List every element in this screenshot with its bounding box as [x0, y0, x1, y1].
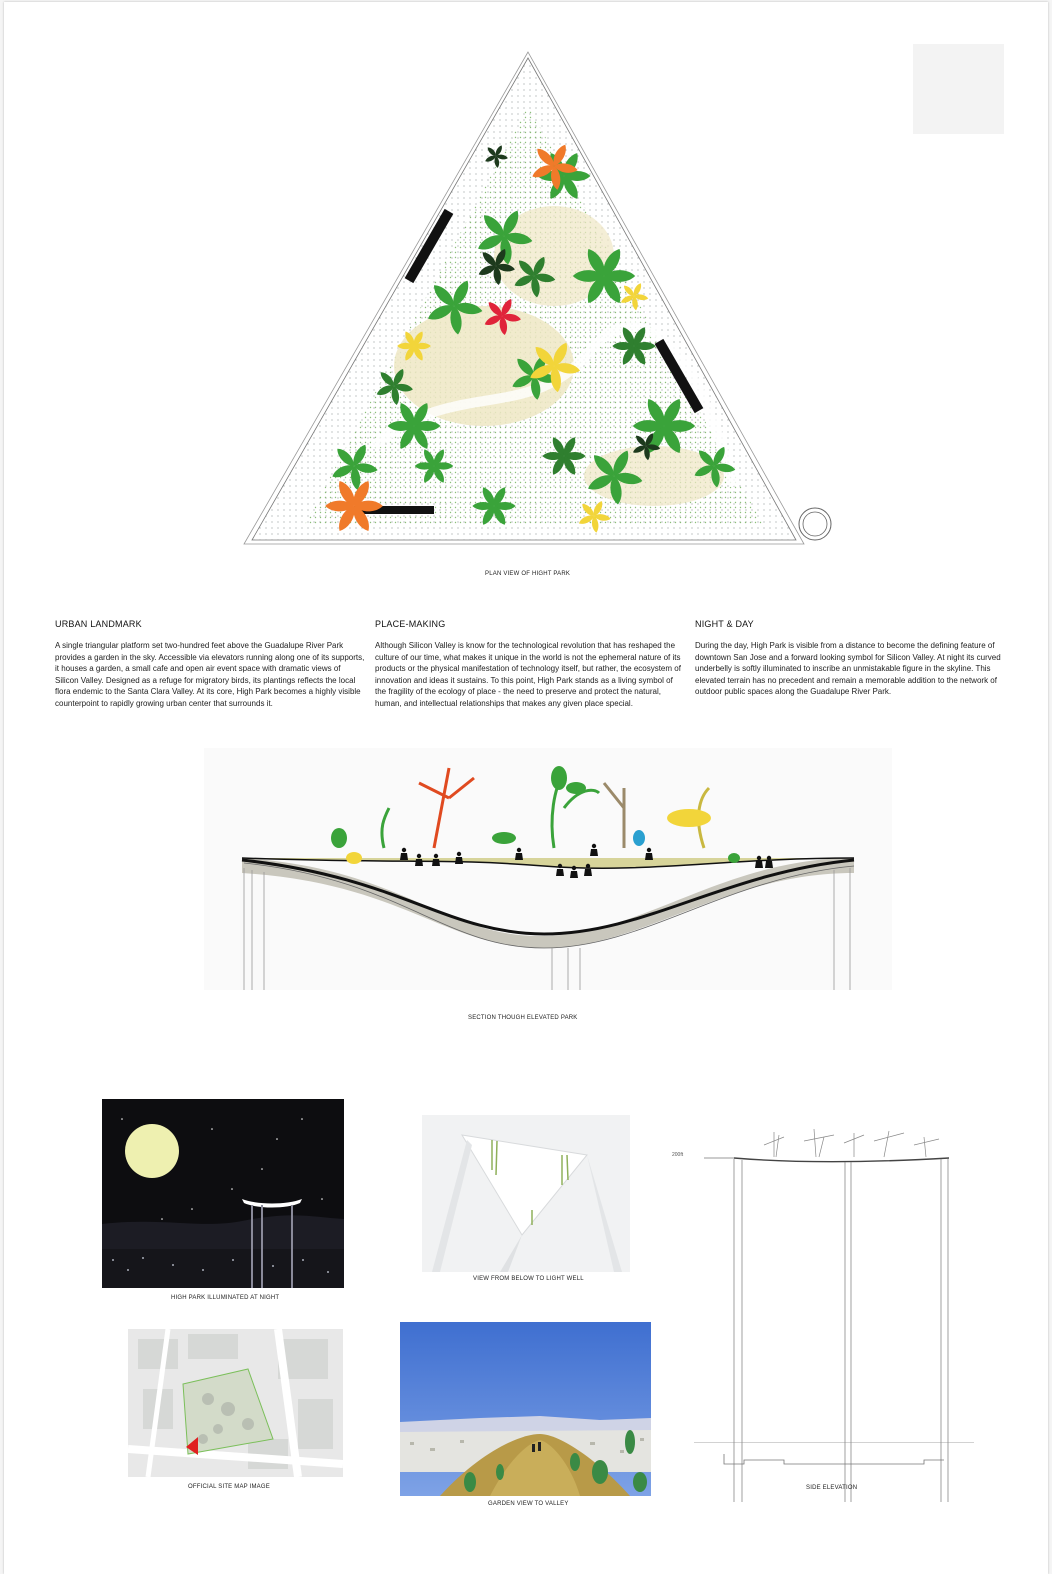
- below-caption: VIEW FROM BELOW TO LIGHT WELL: [473, 1276, 584, 1282]
- below-view-image: [422, 1115, 630, 1272]
- plan-view-drawing: [234, 46, 834, 552]
- elevation-caption: SIDE ELEVATION: [806, 1485, 858, 1491]
- site-map-image: [128, 1329, 343, 1477]
- urban-landmark-heading: URBAN LANDMARK: [55, 619, 142, 629]
- plan-caption: PLAN VIEW OF HIGHT PARK: [485, 571, 571, 577]
- night-view-image: [102, 1099, 344, 1288]
- section-drawing: [204, 748, 892, 990]
- garden-caption: GARDEN VIEW TO VALLEY: [488, 1501, 569, 1507]
- blank-title-block: [913, 44, 1004, 134]
- garden-view-image: [400, 1322, 651, 1496]
- presentation-board: [4, 2, 1048, 1574]
- sitemap-caption: OFFICIAL SITE MAP IMAGE: [188, 1484, 270, 1490]
- night-day-text: During the day, High Park is visible from a distance to become the defining feature of downtown San Jose and a forward looking symbol for Silicon Valley. At night its curved underbelly is softly illuminated to inscribe an unmistakable figure in the skyline. This elevated terrain has no precedent and remain a memorable addition to the network of outdoor public spaces along the Guadalupe River Park.: [695, 641, 1001, 697]
- place-making-heading: PLACE-MAKING: [375, 619, 446, 629]
- night-caption: HIGH PARK ILLUMINATED AT NIGHT: [171, 1295, 280, 1301]
- urban-landmark-text: A single triangular platform set two-hundred feet above the Guadalupe River Park provides a garden in the sky. Accessible via elevators running along one of its supports, it houses a garden, a small cafe and open air event space with dramatic views of Silicon Valley. Designed as a refuge for migratory birds, its plantings reflects the local flora endemic to the Santa Clara Valley. At its core, High Park becomes a highly visible counterpoint to rapidly growing urban center that surrounds it.: [55, 641, 365, 708]
- place-making-text: Although Silicon Valley is know for the technological revolution that has reshaped the culture of our time, what makes it unique in the world is not the ephemeral nature of its products or the physical manifestation of technology itself, but rather, the ecosystem of innovation and ideas it sustains. To this point, High Park stands as a living symbol of the fragility of the ecology of place - the need to preserve and protect the natural, human, and intellectual relationships that makes any given place special.: [375, 641, 681, 708]
- section-caption: SECTION THOUGH ELEVATED PARK: [468, 1015, 578, 1021]
- night-day-heading: NIGHT & DAY: [695, 619, 754, 629]
- elevation-height-label: 200ft: [672, 1152, 684, 1158]
